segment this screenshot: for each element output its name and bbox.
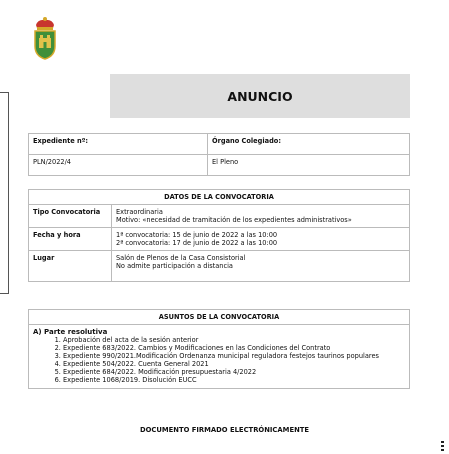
- motivo-line: Motivo: «necesidad de tramitación de los expedientes administrativos»: [116, 216, 352, 224]
- tipo-value: [112, 205, 410, 228]
- convocatoria-table: [28, 189, 410, 282]
- asunto-item: 5. Expediente 684/2022. Modificación presupuestaria 4/2022: [63, 368, 405, 376]
- segunda-convocatoria: 2ª convocatoria: 17 de junio de 2022 a las 10:00: [116, 239, 278, 247]
- page-marker-icon: [441, 441, 444, 451]
- organo-label: Órgano Colegiado:: [208, 134, 410, 155]
- asunto-item: 2. Expediente 683/2022. Cambios y Modificaciones en las Condiciones del Contrato: [63, 344, 405, 352]
- organo-value: El Pleno: [208, 155, 410, 176]
- asunto-item: 1. Aprobación del acta de la sesión anterior: [63, 336, 405, 344]
- lugar-value: [112, 251, 410, 282]
- side-verification-strip: [0, 92, 9, 294]
- expediente-value: PLN/2022/4: [29, 155, 208, 176]
- convocatoria-header: DATOS DE LA CONVOCATORIA: [29, 190, 410, 205]
- lugar-label: Lugar: [29, 251, 112, 282]
- expediente-table: [28, 133, 410, 176]
- municipal-crest-logo: [30, 16, 60, 60]
- asunto-item: 4. Expediente 504/2022. Cuenta General 2021: [63, 360, 405, 368]
- primera-convocatoria: 1ª convocatoria: 15 de junio de 2022 a las 10:00: [116, 231, 278, 239]
- tipo-line: Extraordinaria: [116, 208, 163, 216]
- asuntos-header: ASUNTOS DE LA CONVOCATORIA: [29, 310, 410, 325]
- asunto-item: 6. Expediente 1068/2019. Disolución EUCC: [63, 376, 405, 384]
- parte-resolutiva-heading: A) Parte resolutiva: [33, 328, 108, 336]
- fecha-label: Fecha y hora: [29, 228, 112, 251]
- firma-electronica-footer: DOCUMENTO FIRMADO ELECTRÓNICAMENTE: [139, 426, 310, 434]
- asuntos-table: [28, 309, 410, 389]
- lugar-line: Salón de Plenos de la Casa Consistorial: [116, 254, 246, 262]
- tipo-label: Tipo Convocatoria: [29, 205, 112, 228]
- asunto-item: 3. Expediente 990/2021.Modificación Ordenanza municipal reguladora festejos taurinos populares: [63, 352, 405, 360]
- participacion-line: No admite participación a distancia: [116, 262, 233, 270]
- asuntos-content: [29, 325, 410, 389]
- fecha-value: [112, 228, 410, 251]
- asuntos-list: [33, 336, 405, 384]
- expediente-label: Expediente nº:: [29, 134, 208, 155]
- document-title: ANUNCIO: [110, 74, 410, 118]
